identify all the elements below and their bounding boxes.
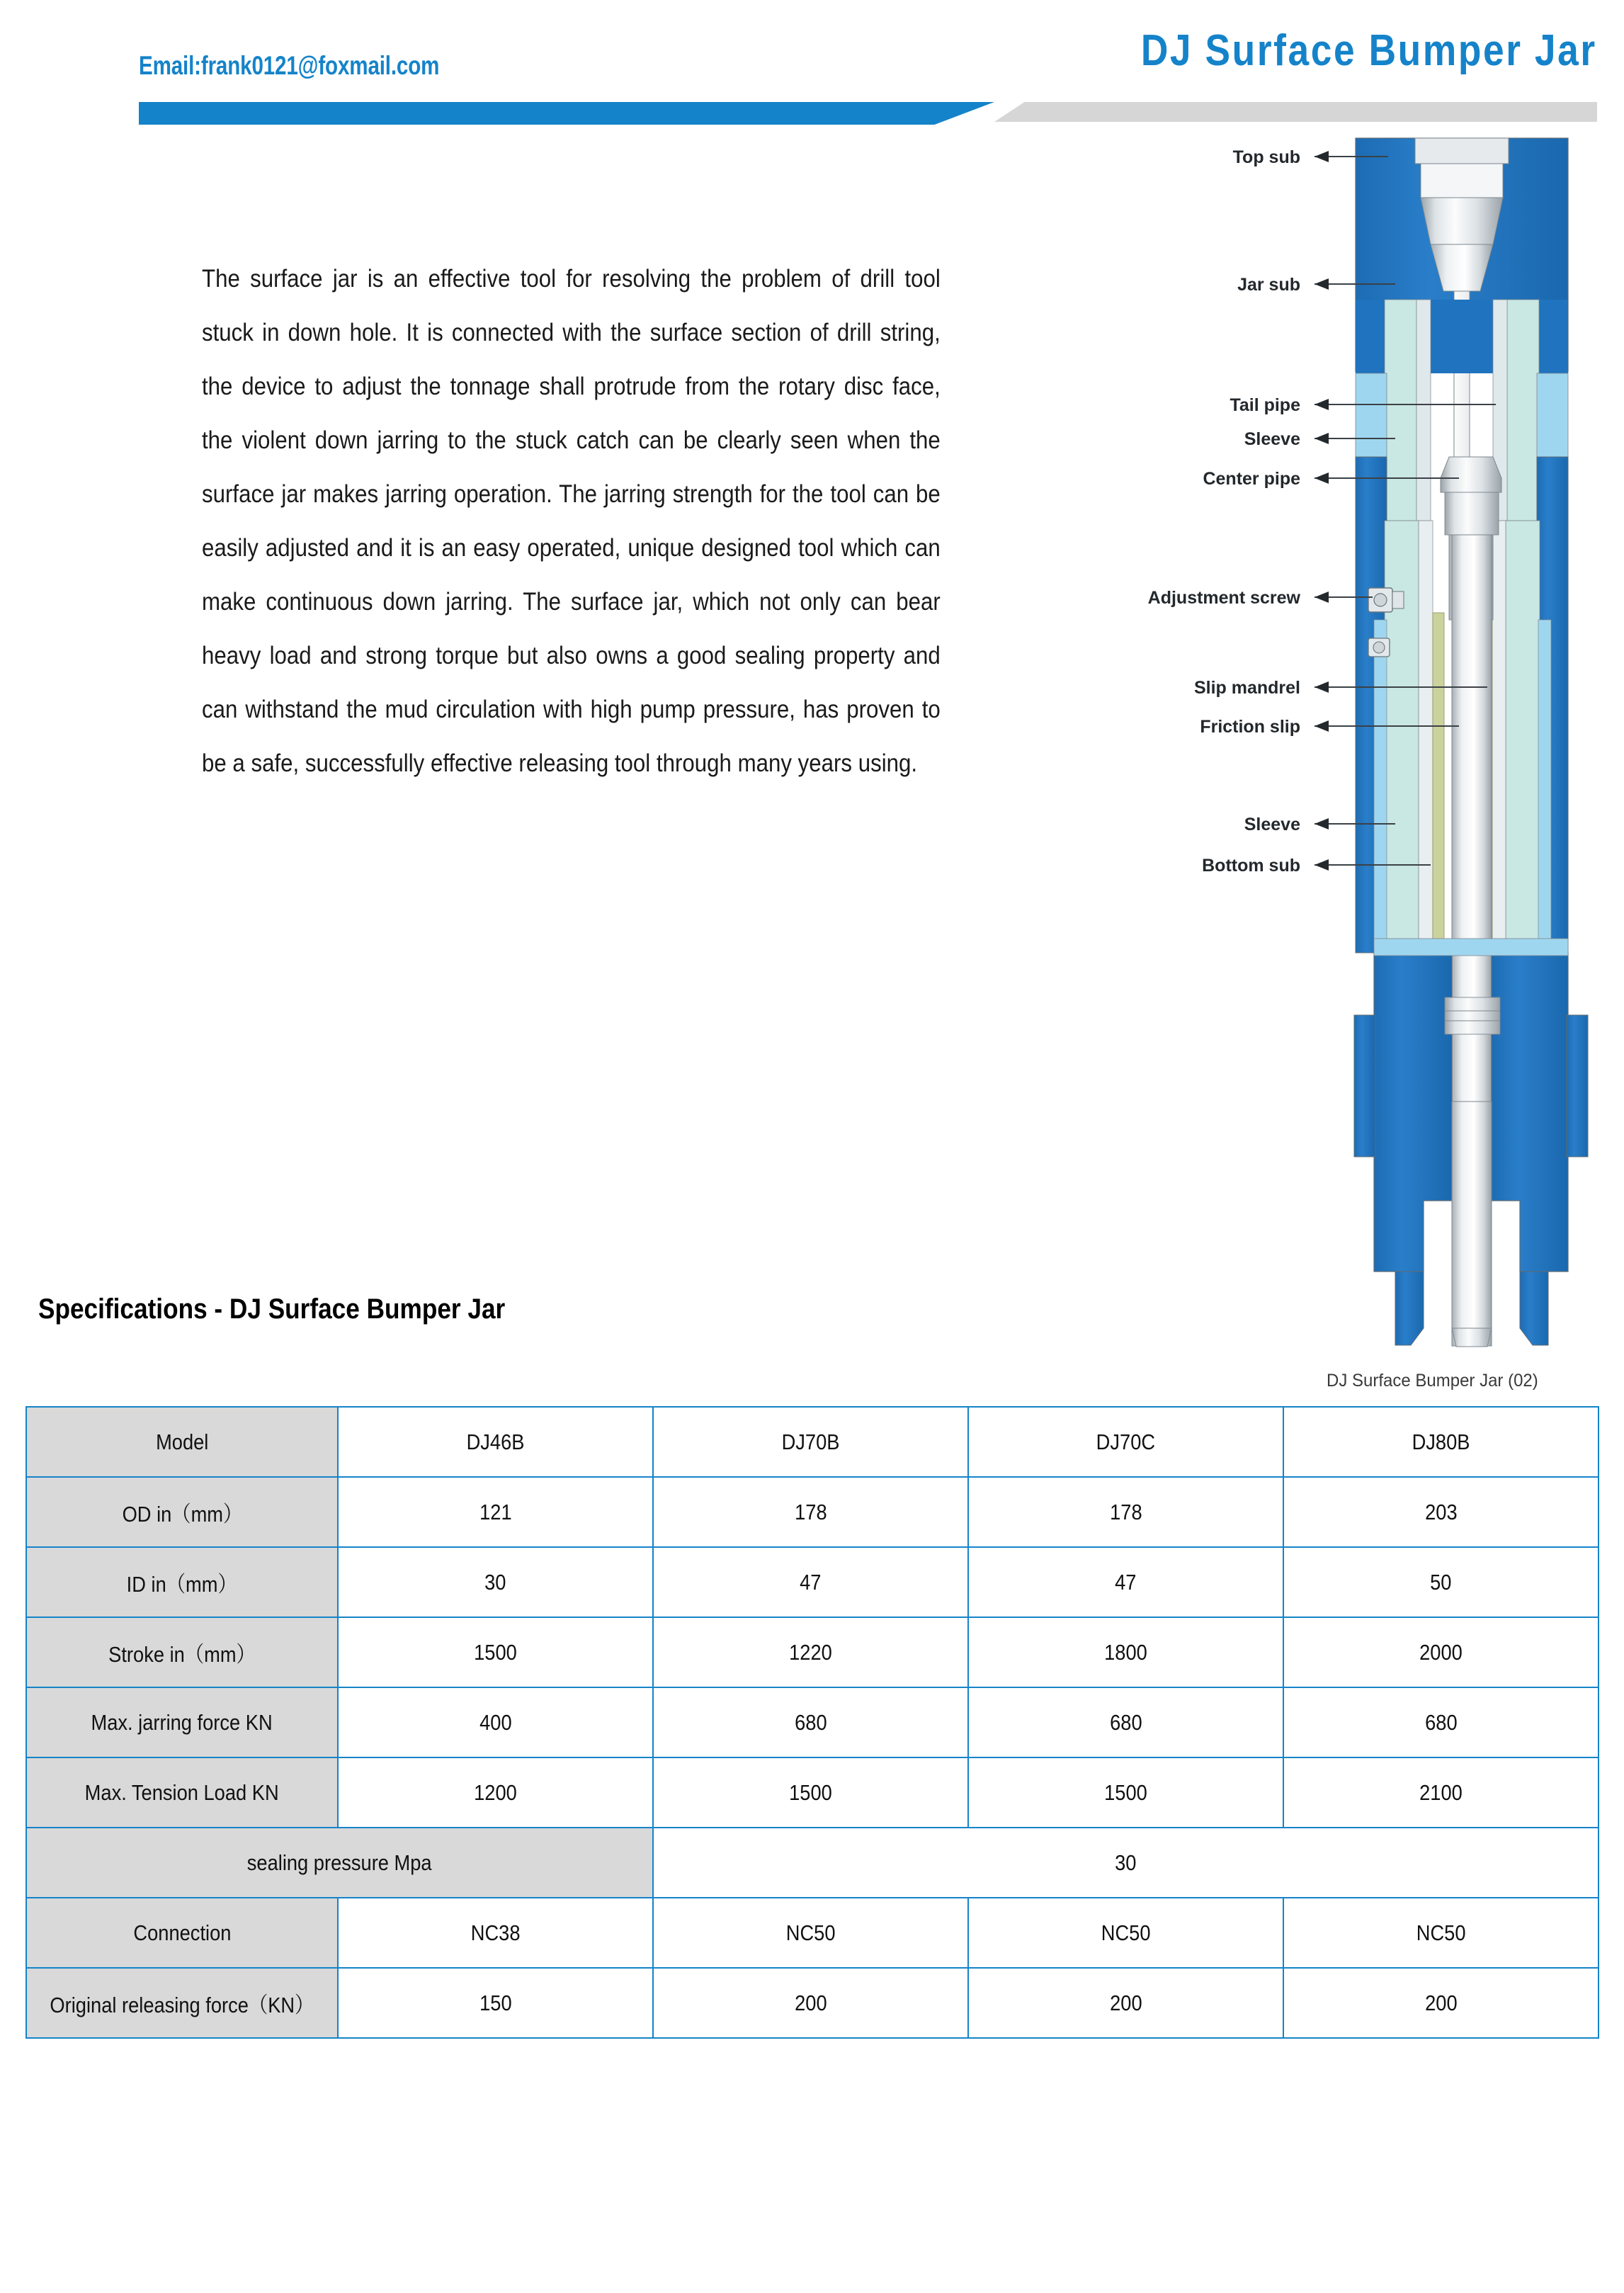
cell-jarring-3: 680: [968, 1687, 1283, 1757]
table-row: [26, 1407, 1599, 1477]
cell-stroke-4: 2000: [1283, 1617, 1599, 1687]
bottom-sub: [1354, 939, 1588, 1347]
row-label-od: OD in（mm）: [26, 1477, 338, 1547]
cell-id-2: 47: [653, 1547, 968, 1617]
cell-od-3: 178: [968, 1477, 1283, 1547]
page-header: [0, 0, 1624, 131]
table-row: [26, 1617, 1599, 1687]
cell-connection-2: NC50: [653, 1898, 968, 1968]
cell-stroke-1: 1500: [338, 1617, 653, 1687]
row-label-max-tension-load: Max. Tension Load KN: [26, 1757, 338, 1828]
diagram-label-adjustment-screw: Adjustment screw: [1147, 588, 1300, 608]
product-cross-section-diagram: [1062, 124, 1601, 1371]
table-row: [26, 1757, 1599, 1828]
cell-releasing-3: 200: [968, 1968, 1283, 2038]
diagram-label-center-pipe: Center pipe: [1203, 469, 1300, 489]
cell-model-dj80b: DJ80B: [1283, 1407, 1599, 1477]
cell-od-4: 203: [1283, 1477, 1599, 1547]
cell-releasing-2: 200: [653, 1968, 968, 2038]
header-accent-bar-gray: [994, 102, 1597, 122]
diagram-label-top-sub: Top sub: [1232, 147, 1300, 167]
row-label-id: ID in（mm）: [26, 1547, 338, 1617]
header-accent-bar-blue: [139, 102, 994, 125]
page-title: DJ Surface Bumper Jar: [1141, 26, 1597, 75]
cell-jarring-2: 680: [653, 1687, 968, 1757]
cell-releasing-1: 150: [338, 1968, 653, 2038]
cell-tension-1: 1200: [338, 1757, 653, 1828]
cell-od-2: 178: [653, 1477, 968, 1547]
diagram-label-friction-slip: Friction slip: [1200, 717, 1300, 737]
cell-connection-3: NC50: [968, 1898, 1283, 1968]
table-row: [26, 1968, 1599, 2038]
row-label-stroke: Stroke in（mm）: [26, 1617, 338, 1687]
cell-tension-2: 1500: [653, 1757, 968, 1828]
cell-connection-1: NC38: [338, 1898, 653, 1968]
diagram-label-sleeve-lower: Sleeve: [1244, 815, 1300, 834]
row-label-sealing-pressure: sealing pressure Mpa: [26, 1828, 653, 1898]
diagram-label-group: [1148, 147, 1301, 876]
cell-stroke-3: 1800: [968, 1617, 1283, 1687]
diagram-label-bottom-sub: Bottom sub: [1202, 856, 1300, 876]
diagram-caption: DJ Surface Bumper Jar (02): [1327, 1371, 1538, 1391]
cell-id-1: 30: [338, 1547, 653, 1617]
bumper-jar-svg: [1062, 124, 1601, 1371]
cell-jarring-4: 680: [1283, 1687, 1599, 1757]
table-row: [26, 1477, 1599, 1547]
row-label-model: Model: [26, 1407, 338, 1477]
cell-model-dj46b: DJ46B: [338, 1407, 653, 1477]
table-row: [26, 1547, 1599, 1617]
cell-releasing-4: 200: [1283, 1968, 1599, 2038]
diagram-label-sleeve-upper: Sleeve: [1244, 429, 1300, 449]
cell-tension-4: 2100: [1283, 1757, 1599, 1828]
cell-id-3: 47: [968, 1547, 1283, 1617]
specifications-table-wrapper: [25, 1406, 1598, 2039]
diagram-label-slip-mandrel: Slip mandrel: [1193, 678, 1300, 698]
diagram-label-jar-sub: Jar sub: [1237, 275, 1300, 295]
cell-model-dj70b: DJ70B: [653, 1407, 968, 1477]
cell-sealing-pressure-value: 30: [653, 1828, 1599, 1898]
cell-tension-3: 1500: [968, 1757, 1283, 1828]
product-description-paragraph: The surface jar is an effective tool for resolving the problem of drill tool stuck in down hole. It is connected with the surface section of drill string, the device to adjust the tonnage shall protrude from the rotary disc face, the violent down jarring to the stuck catch can be clearly seen when the surface jar makes jarring operation. The jarring strength for the tool can be easily adjusted and it is an easy operated, unique designed tool which can make continuous down jarring. The surface jar, which not only can bear heavy load and strong torque but also owns a good sealing property and can withstand the mud circulation with high pump pressure, has proven to be a safe, successfully effective releasing tool through many years using.: [202, 264, 941, 777]
row-label-max-jarring-force: Max. jarring force KN: [26, 1687, 338, 1757]
specifications-table: [25, 1406, 1599, 2039]
cell-stroke-2: 1220: [653, 1617, 968, 1687]
leader-arrowheads: [1314, 151, 1329, 871]
row-label-original-releasing-force: Original releasing force（KN）: [26, 1968, 338, 2038]
table-row-sealing-pressure: [26, 1828, 1599, 1898]
cell-id-4: 50: [1283, 1547, 1599, 1617]
table-row: [26, 1687, 1599, 1757]
cell-model-dj70c: DJ70C: [968, 1407, 1283, 1477]
cell-connection-4: NC50: [1283, 1898, 1599, 1968]
contact-email: Email:frank0121@foxmail.com: [139, 51, 440, 80]
specifications-heading: Specifications - DJ Surface Bumper Jar: [38, 1293, 506, 1325]
row-label-connection: Connection: [26, 1898, 338, 1968]
cell-jarring-1: 400: [338, 1687, 653, 1757]
table-row: [26, 1898, 1599, 1968]
diagram-label-tail-pipe: Tail pipe: [1230, 395, 1300, 415]
cell-od-1: 121: [338, 1477, 653, 1547]
